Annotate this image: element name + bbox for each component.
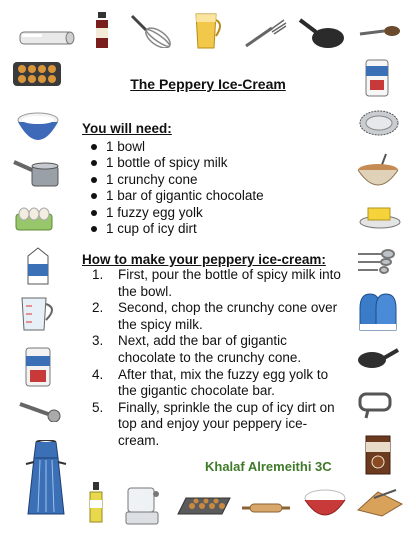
whisk-icon: [130, 14, 174, 48]
frying-pan-icon: [298, 16, 346, 50]
step-text: Second, chop the crunchy cone over the spicy milk.: [118, 300, 338, 332]
ingredient-item: 1 crunchy cone: [88, 172, 264, 188]
food-processor-icon: [122, 484, 164, 526]
measuring-cup-icon: [18, 294, 60, 334]
ingredient-item: 1 cup of icy dirt: [88, 221, 264, 237]
cocoa-box-icon: [364, 434, 392, 476]
milk-carton-icon: [26, 246, 50, 286]
spoon-icon: [358, 22, 402, 40]
step-text: After that, mix the fuzzy egg yolk to the gigantic chocolate bar.: [118, 366, 329, 399]
small-pan-icon: [356, 346, 400, 370]
rolling-foil-icon: [18, 28, 76, 48]
oven-mitts-icon: [354, 290, 402, 334]
ingredients-heading: You will need:: [82, 121, 172, 136]
mixing-bowl-icon: [16, 110, 60, 144]
ingredients-list: [88, 139, 264, 237]
egg-carton-icon: [14, 204, 54, 232]
method-step: [92, 333, 347, 366]
method-step: [92, 367, 347, 400]
rice-bowl-icon: [302, 486, 348, 522]
measuring-spoons-icon: [356, 248, 402, 278]
sauce-bottle-icon: [92, 12, 112, 50]
ice-cream-scoop-icon: [18, 400, 64, 422]
ingredient-item: 1 fuzzy egg yolk: [88, 205, 264, 221]
method-step: [92, 400, 347, 450]
ingredient-item: 1 bowl: [88, 139, 264, 155]
ingredient-item: 1 bottle of spicy milk: [88, 155, 264, 171]
step-number: 1.: [92, 267, 104, 282]
saucepan-icon: [12, 156, 62, 190]
bowl-of-batter-icon: [356, 152, 400, 188]
method-step: [92, 267, 347, 300]
oil-bottle-icon: [86, 482, 106, 524]
method-heading: How to make your peppery ice-cream:: [82, 252, 326, 267]
step-text: First, pour the bottle of spicy milk into the bowl.: [118, 267, 341, 299]
rolling-pin-icon: [240, 500, 292, 516]
author-signature: Khalaf Alremeithi 3C: [205, 459, 332, 474]
cookie-tray-icon: [176, 494, 232, 522]
step-text: Next, add the bar of gigantic chocolate to the crunchy cone.: [118, 333, 302, 365]
butter-dish-icon: [358, 204, 402, 230]
step-number: 3.: [92, 333, 104, 349]
step-number: 5.: [92, 399, 104, 415]
step-text: Finally, sprinkle the cup of icy dirt on top and enjoy your peppery ice-cream.: [118, 399, 335, 448]
method-steps: [92, 267, 347, 450]
fork-icon: [244, 18, 288, 48]
apron-icon: [24, 440, 68, 516]
tart-pan-icon: [358, 108, 400, 138]
peeler-icon: [356, 390, 396, 420]
step-number: 4.: [92, 366, 104, 382]
cutting-board-icon: [356, 488, 404, 518]
method-step: [92, 300, 347, 333]
ingredient-item: 1 bar of gigantic chocolate: [88, 188, 264, 204]
pitcher-icon: [192, 10, 224, 52]
recipe-title: The Peppery Ice-Cream: [130, 76, 286, 92]
step-number: 2.: [92, 300, 104, 316]
sugar-bag-icon: [24, 346, 52, 388]
